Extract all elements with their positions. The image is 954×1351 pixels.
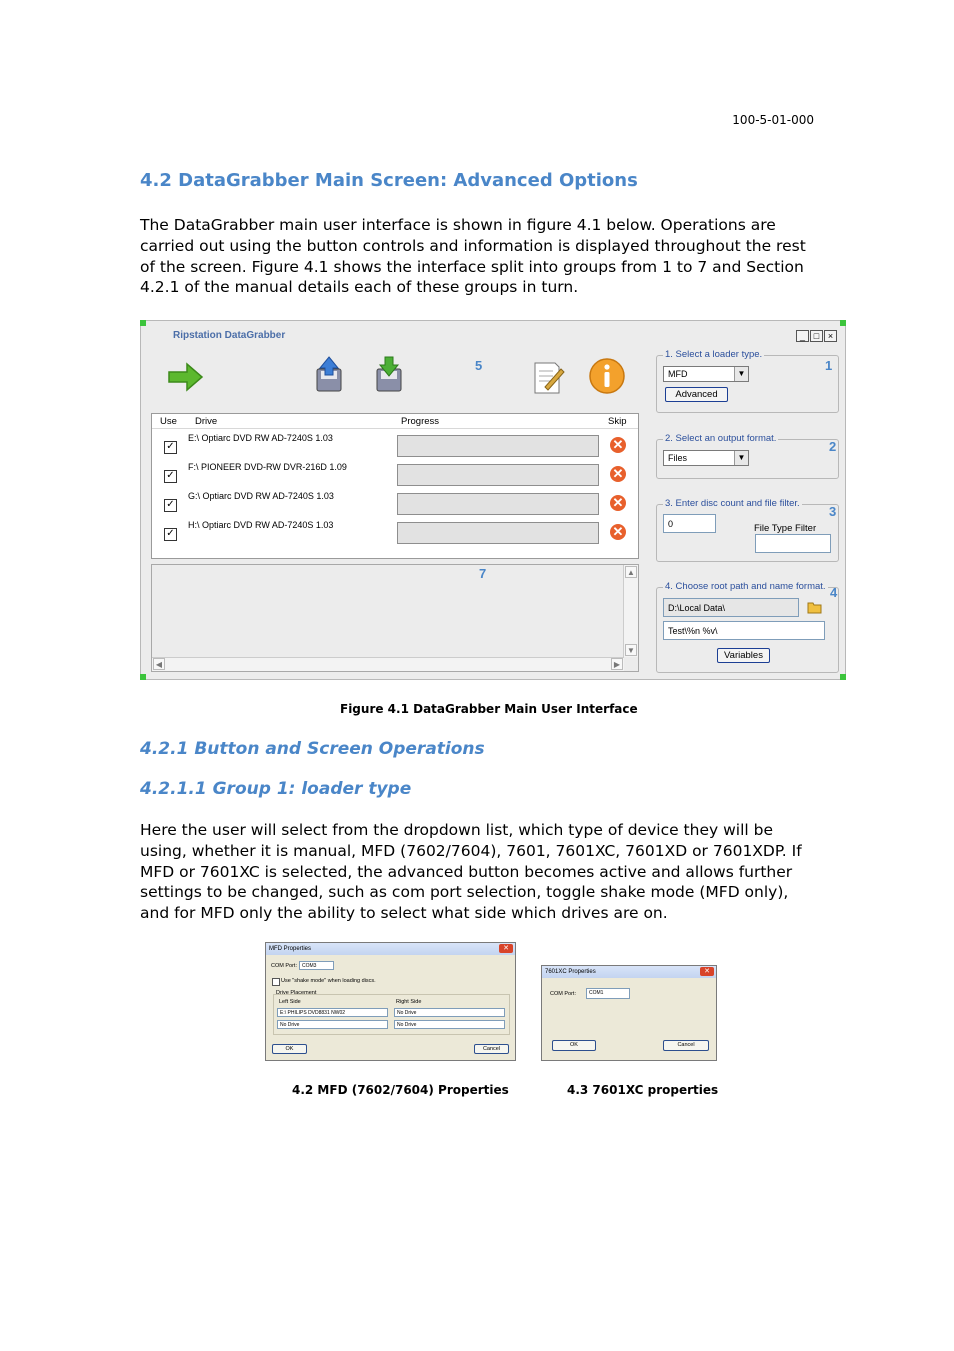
- select-value: MFD: [668, 369, 688, 379]
- close-icon[interactable]: ✕: [700, 967, 714, 976]
- crop-corner: [140, 674, 146, 680]
- download-icon[interactable]: [369, 355, 409, 395]
- group-number-2: 2: [829, 439, 837, 454]
- close-icon[interactable]: ✕: [499, 944, 513, 953]
- group-number-4: 4: [830, 585, 838, 600]
- output-format-select[interactable]: [663, 450, 749, 466]
- cancel-button[interactable]: Cancel: [474, 1044, 509, 1054]
- progress-bar: [397, 522, 599, 544]
- crop-corner: [840, 320, 846, 326]
- group-number-1: 1: [825, 358, 833, 373]
- loader-type-select[interactable]: [663, 366, 749, 382]
- right-side-label: Right Side: [396, 999, 422, 1005]
- drive-row: [152, 430, 638, 459]
- document-number: 100-5-01-000: [732, 113, 814, 127]
- drive-row: [152, 517, 638, 546]
- subsection-title: 4.2.1 Button and Screen Operations: [140, 739, 485, 759]
- group-number-7: 7: [479, 566, 487, 581]
- upload-icon[interactable]: [309, 355, 349, 395]
- name-format-input[interactable]: Test\%n %v\: [663, 621, 825, 640]
- scroll-down-icon[interactable]: ▼: [625, 644, 637, 656]
- group1-paragraph: Here the user will select from the dropdown list, which type of device they will be using, whether it is manual, MFD (7602/7604), 7601, 7601XC, 7601XD or 7601XDP. If MFD or 7601XC is selected, the advanced button becomes active and allows further settings to be changed, such as com port selection, toggle shake mode (MFD only), and for MFD only the ability to select what side which drives are on.: [140, 821, 802, 923]
- chevron-down-icon: ▼: [734, 367, 748, 381]
- close-button[interactable]: ×: [824, 330, 837, 342]
- use-checkbox[interactable]: ✓: [164, 441, 177, 454]
- arrow-right-icon[interactable]: [165, 357, 205, 397]
- com-port-select[interactable]: COM1: [586, 988, 630, 999]
- variables-button[interactable]: Variables: [717, 648, 770, 663]
- log-area[interactable]: [151, 564, 639, 672]
- group-number-3: 3: [829, 504, 837, 519]
- group-disc-count-filter: [656, 498, 839, 562]
- group-title: 1. Select a loader type.: [665, 349, 763, 360]
- com-port-label: COM Port:: [550, 991, 576, 997]
- subsubsection-title: 4.2.1.1 Group 1: loader type: [140, 779, 412, 799]
- skip-icon[interactable]: ✕: [610, 437, 626, 453]
- cancel-button[interactable]: Cancel: [663, 1040, 709, 1051]
- datagrabber-main-window: [140, 320, 846, 680]
- select-value: Files: [668, 453, 688, 463]
- group-output-format: [656, 433, 839, 479]
- use-checkbox[interactable]: ✓: [164, 499, 177, 512]
- minimize-button[interactable]: _: [796, 330, 809, 342]
- window-controls: [796, 330, 837, 342]
- use-checkbox[interactable]: ✓: [164, 528, 177, 541]
- info-icon[interactable]: [587, 356, 627, 396]
- shake-mode-label: Use "shake mode" when loading discs.: [281, 978, 376, 984]
- ok-button[interactable]: OK: [272, 1044, 307, 1054]
- drive-label: F:\ PIONEER DVD-RW DVR-216D 1.09: [188, 462, 347, 472]
- progress-bar: [397, 464, 599, 486]
- column-header-progress: Progress: [401, 416, 440, 427]
- advanced-button[interactable]: Advanced: [665, 387, 728, 402]
- dialog-title: MFD Properties: [266, 943, 515, 955]
- drive-placement-label: Drive Placement: [276, 990, 317, 996]
- crop-corner: [840, 674, 846, 680]
- left-drive-select-1[interactable]: E:\ PHILIPS DVD8831 NW02: [277, 1008, 388, 1017]
- shake-mode-checkbox[interactable]: [272, 978, 280, 986]
- figure-caption: Figure 4.1 DataGrabber Main User Interface: [340, 702, 638, 716]
- 7601xc-properties-dialog: [541, 965, 717, 1061]
- left-drive-select-2[interactable]: No Drive: [277, 1020, 388, 1029]
- drive-list-header: [152, 414, 638, 429]
- group-title: 4. Choose root path and name format.: [665, 581, 826, 592]
- mfd-properties-dialog: [265, 942, 516, 1061]
- drive-list: [151, 413, 639, 559]
- chevron-down-icon: ▼: [734, 451, 748, 465]
- com-port-select[interactable]: COM3: [299, 961, 334, 970]
- column-header-use: Use: [160, 416, 177, 427]
- drive-label: H:\ Optiarc DVD RW AD-7240S 1.03: [188, 520, 334, 530]
- group-title: 3. Enter disc count and file filter.: [665, 498, 800, 509]
- group-title: 2. Select an output format.: [665, 433, 777, 444]
- left-side-label: Left Side: [279, 999, 301, 1005]
- root-path-input[interactable]: D:\Local Data\: [663, 598, 799, 617]
- scroll-up-icon[interactable]: ▲: [625, 566, 637, 578]
- use-checkbox[interactable]: ✓: [164, 470, 177, 483]
- vertical-scrollbar[interactable]: [623, 565, 638, 657]
- skip-icon[interactable]: ✕: [610, 495, 626, 511]
- drive-label: G:\ Optiarc DVD RW AD-7240S 1.03: [188, 491, 334, 501]
- skip-icon[interactable]: ✕: [610, 466, 626, 482]
- dialog-title: 7601XC Properties: [542, 966, 716, 978]
- group-root-path: [656, 581, 839, 673]
- drive-row: [152, 459, 638, 488]
- skip-icon[interactable]: ✕: [610, 524, 626, 540]
- scroll-left-icon[interactable]: ◀: [153, 658, 165, 670]
- drive-label: E:\ Optiarc DVD RW AD-7240S 1.03: [188, 433, 333, 443]
- horizontal-scrollbar[interactable]: [152, 657, 624, 671]
- notepad-icon[interactable]: [527, 357, 567, 397]
- scroll-right-icon[interactable]: ▶: [611, 658, 623, 670]
- ok-button[interactable]: OK: [552, 1040, 596, 1051]
- section-title: 4.2 DataGrabber Main Screen: Advanced Options: [140, 170, 638, 191]
- figure-caption: 4.3 7601XC properties: [567, 1083, 719, 1097]
- file-filter-label: File Type Filter: [754, 523, 817, 534]
- folder-icon[interactable]: [807, 600, 823, 614]
- figure-caption: 4.2 MFD (7602/7604) Properties: [292, 1083, 509, 1097]
- column-header-skip: Skip: [608, 416, 627, 427]
- progress-bar: [397, 435, 599, 457]
- right-drive-select-2[interactable]: No Drive: [394, 1020, 505, 1029]
- maximize-button[interactable]: □: [810, 330, 823, 342]
- app-title: Ripstation DataGrabber: [173, 330, 286, 341]
- crop-corner: [140, 320, 146, 326]
- group-loader-type: [656, 349, 839, 413]
- column-header-drive: Drive: [195, 416, 218, 427]
- group-number-5: 5: [475, 358, 483, 373]
- progress-bar: [397, 493, 599, 515]
- right-drive-select-1[interactable]: No Drive: [394, 1008, 505, 1017]
- intro-paragraph: The DataGrabber main user interface is shown in figure 4.1 below. Operations are carried out using the button controls and information is displayed throughout the rest of the screen. Figure 4.1 shows the interface split into groups from 1 to 7 and Section 4.2.1 of the manual details each of these groups in turn.: [140, 216, 806, 297]
- com-port-label: COM Port:: [271, 963, 297, 969]
- drive-row: [152, 488, 638, 517]
- file-filter-input[interactable]: [755, 534, 831, 553]
- disc-count-input[interactable]: 0: [663, 514, 716, 533]
